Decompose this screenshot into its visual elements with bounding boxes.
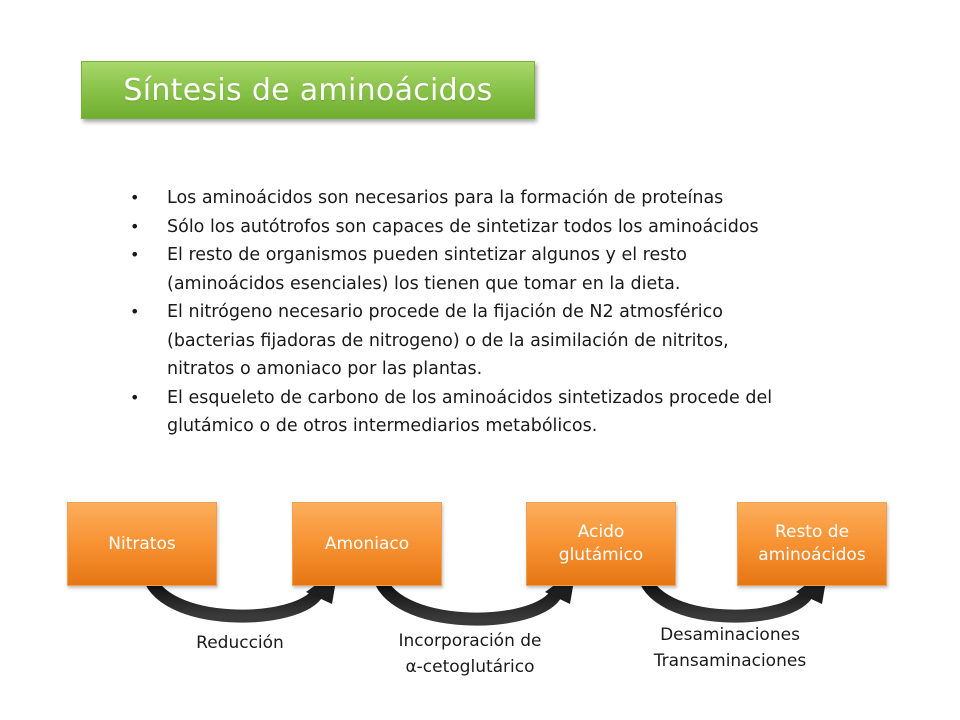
node-acido-glutamico	[526, 502, 676, 586]
bullet-text: (aminoácidos esenciales) los tienen que tomar en la dieta.	[167, 273, 681, 294]
bullet-text: Sólo los autótrofos son capaces de sintetizar todos los aminoácidos	[167, 216, 759, 237]
bullet-text: nitratos o amoniaco por las plantas.	[167, 359, 483, 379]
bullet-dot: •	[130, 387, 140, 407]
node-resto-aminoacidos	[737, 502, 887, 586]
step-label-incorporacion	[370, 628, 570, 680]
node-label: Resto de	[774, 522, 850, 542]
bullet-dot: •	[130, 302, 140, 321]
step-text: Incorporación de	[398, 631, 542, 651]
bullet-text: Los aminoácidos son necesarios para la formación de proteínas	[167, 188, 724, 208]
step-text: Transaminaciones	[653, 651, 807, 671]
step-label-reduccion	[170, 630, 310, 656]
node-label: Amoniaco	[324, 533, 410, 554]
bullet-text: glutámico o de otros intermediarios metabólicos.	[167, 416, 598, 436]
node-nitratos	[67, 502, 217, 586]
bullet-dot: •	[130, 188, 140, 207]
step-text: Reducción	[196, 633, 284, 653]
step-text: α-cetoglutárico	[405, 657, 535, 677]
node-label: aminoácidos	[758, 545, 866, 565]
step-text: Desaminaciones	[660, 625, 800, 645]
bullet-dot: •	[130, 216, 140, 236]
step-label-desaminaciones	[620, 622, 840, 674]
node-label: glutámico	[558, 545, 644, 565]
bullet-text: (bacterias fijadoras de nitrogeno) o de la asimilación de nitritos,	[167, 330, 729, 351]
node-amoniaco	[292, 502, 442, 586]
bullet-text: El nitrógeno necesario procede de la fijación de N2 atmosférico	[167, 302, 723, 322]
node-label: Acido	[577, 522, 625, 542]
node-label: Nitratos	[108, 533, 176, 554]
bullet-text: El resto de organismos pueden sintetizar algunos y el resto	[167, 245, 687, 265]
bullet-text: El esqueleto de carbono de los aminoácidos sintetizados procede del	[167, 387, 773, 408]
slide-title: Síntesis de aminoácidos	[123, 72, 493, 108]
bullet-dot: •	[130, 245, 140, 264]
